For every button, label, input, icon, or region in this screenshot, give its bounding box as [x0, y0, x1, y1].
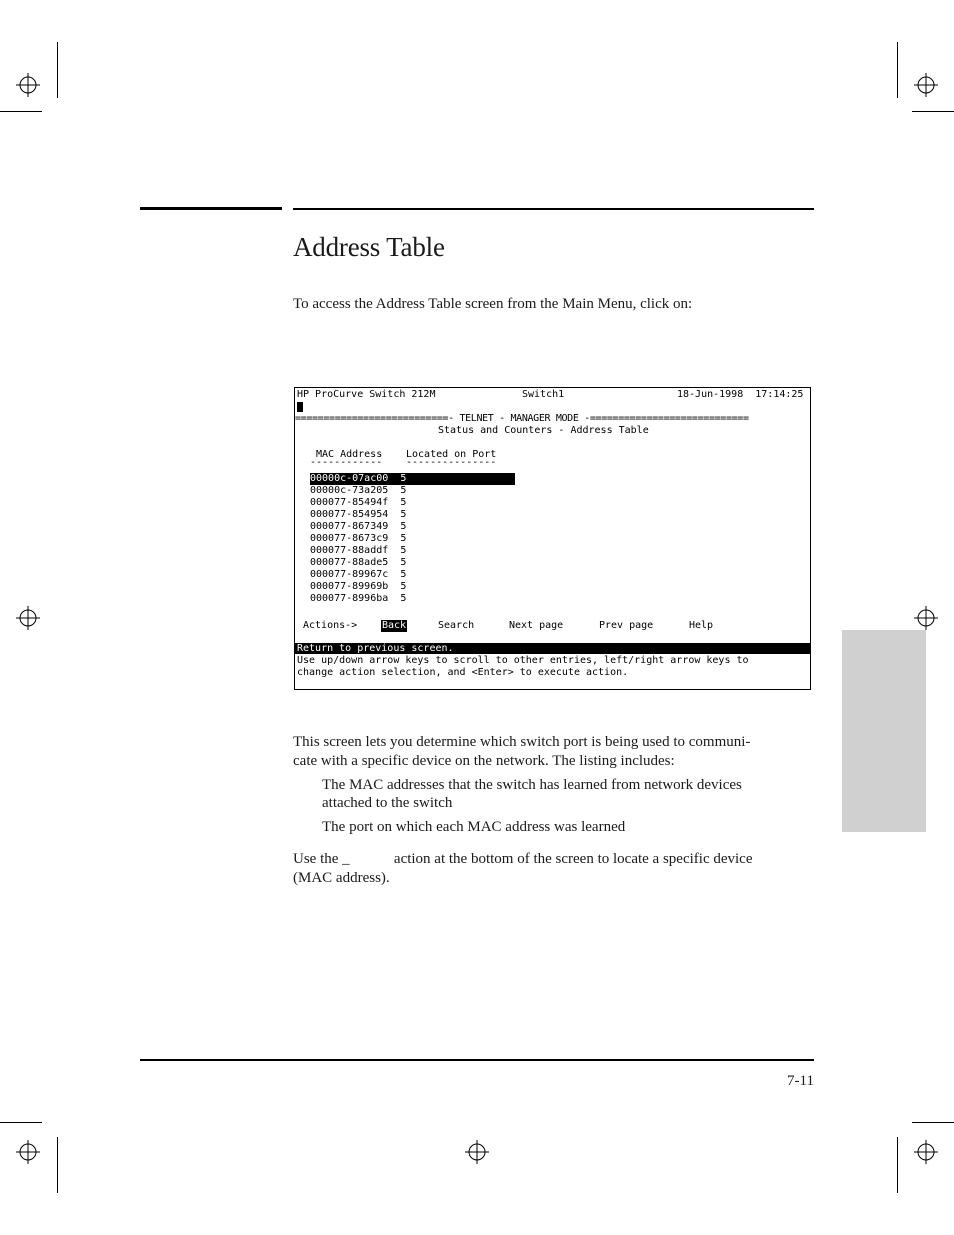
bullet-item-1: The MAC addresses that the switch has learned from network devices: [322, 777, 742, 793]
port-cell: 5: [400, 497, 407, 508]
help-line-2: change action selection, and <Enter> to execute action.: [297, 667, 629, 678]
table-row[interactable]: [310, 473, 515, 485]
cell-gap: [388, 521, 400, 532]
mac-address-cell: 00000c-73a205: [310, 485, 389, 496]
terminal-header-switch: Switch1: [522, 389, 565, 400]
mac-address-cell: 00000c-07ac00: [310, 473, 389, 484]
status-message: Return to previous screen.: [295, 643, 811, 654]
cell-gap: [388, 509, 400, 520]
table-row[interactable]: [310, 545, 406, 557]
terminal-cursor: [297, 402, 303, 412]
cell-gap: [388, 593, 400, 604]
chapter-tab: [842, 630, 926, 832]
table-row[interactable]: [310, 593, 406, 605]
description-line-2: cate with a specific device on the network. The listing includes:: [293, 753, 675, 769]
registration-mark-icon: [16, 606, 40, 630]
mac-address-cell: 000077-89967c: [310, 569, 389, 580]
action-next-page[interactable]: Next page: [509, 620, 564, 631]
terminal-screenshot: [294, 387, 811, 690]
cell-gap: [388, 473, 400, 484]
port-cell: 5: [400, 557, 407, 568]
port-cell: 5: [400, 593, 407, 604]
crop-mark: [912, 111, 954, 112]
table-row[interactable]: [310, 557, 406, 569]
mac-address-cell: 000077-88addf: [310, 545, 389, 556]
mac-address-cell: 000077-8673c9: [310, 533, 389, 544]
registration-mark-icon: [16, 73, 40, 97]
mac-address-cell: 000077-854954: [310, 509, 389, 520]
crop-mark: [57, 1137, 58, 1193]
cell-gap: [388, 581, 400, 592]
action-prev-page[interactable]: Prev page: [599, 620, 654, 631]
action-back[interactable]: Back: [382, 620, 407, 631]
bullet-item-2: The port on which each MAC address was learned: [322, 819, 626, 835]
cell-gap: [388, 557, 400, 568]
crop-mark: [57, 42, 58, 98]
terminal-screen-title: Status and Counters - Address Table: [438, 425, 649, 436]
crop-mark: [0, 111, 42, 112]
terminal-mode-line: ===========================- TELNET - MANAGER MODE -============================: [295, 413, 749, 424]
port-cell: 5: [400, 485, 407, 496]
column-rule-mac: ------------: [310, 457, 383, 468]
cell-gap: [388, 545, 400, 556]
description-line-1: This screen lets you determine which switch port is being used to communi-: [293, 734, 751, 750]
port-cell: 5: [400, 473, 407, 484]
cell-gap: [388, 485, 400, 496]
cell-gap: [388, 533, 400, 544]
help-line-1: Use up/down arrow keys to scroll to other entries, left/right arrow keys to: [297, 655, 749, 666]
table-row[interactable]: [310, 509, 406, 521]
registration-mark-icon: [914, 73, 938, 97]
crop-mark: [897, 1137, 898, 1193]
search-instruction-prefix: Use the: [293, 851, 339, 867]
registration-mark-icon: [914, 1140, 938, 1164]
header-rule-right: [293, 208, 814, 210]
table-row[interactable]: [310, 581, 406, 593]
intro-text: To access the Address Table screen from the Main Menu, click on:: [293, 296, 693, 312]
cell-gap: [388, 569, 400, 580]
search-instruction-suffix: action at the bottom of the screen to locate a specific device: [393, 851, 753, 867]
table-row[interactable]: [310, 497, 406, 509]
port-cell: 5: [400, 521, 407, 532]
header-rule-left: [140, 207, 282, 210]
actions-label: Actions->: [303, 620, 358, 631]
crop-mark: [897, 42, 898, 98]
search-instruction: [293, 850, 813, 869]
port-cell: 5: [400, 509, 407, 520]
action-search[interactable]: Search: [438, 620, 475, 631]
footer-rule: [140, 1059, 814, 1061]
table-row[interactable]: [310, 533, 406, 545]
table-row[interactable]: [310, 485, 406, 497]
port-cell: 5: [400, 533, 407, 544]
terminal-header-left: HP ProCurve Switch 212M: [297, 389, 436, 400]
registration-mark-icon: [465, 1140, 489, 1164]
column-header-port: Located on Port: [406, 449, 497, 460]
table-row[interactable]: [310, 521, 406, 533]
bullet-item-1-cont: attached to the switch: [322, 795, 453, 811]
search-keyword-placeholder: _: [342, 851, 350, 867]
crop-mark: [912, 1122, 954, 1123]
page-title: Address Table: [293, 232, 445, 262]
crop-mark: [0, 1122, 42, 1123]
mac-address-cell: 000077-85494f: [310, 497, 389, 508]
cell-gap: [388, 497, 400, 508]
mac-address-cell: 000077-8996ba: [310, 593, 389, 604]
table-row[interactable]: [310, 569, 406, 581]
mac-address-cell: 000077-88ade5: [310, 557, 389, 568]
terminal-header-datetime: 18-Jun-1998 17:14:25: [677, 389, 804, 400]
mac-address-cell: 000077-867349: [310, 521, 389, 532]
port-cell: 5: [400, 581, 407, 592]
search-instruction-line-2: (MAC address).: [293, 870, 390, 886]
port-cell: 5: [400, 545, 407, 556]
action-help[interactable]: Help: [689, 620, 714, 631]
column-header-mac: MAC Address: [316, 449, 383, 460]
port-cell: 5: [400, 569, 407, 580]
registration-mark-icon: [16, 1140, 40, 1164]
mac-address-cell: 000077-89969b: [310, 581, 389, 592]
column-rule-port: ---------------: [406, 457, 497, 468]
page-number: 7-11: [787, 1073, 814, 1089]
registration-mark-icon: [914, 606, 938, 630]
